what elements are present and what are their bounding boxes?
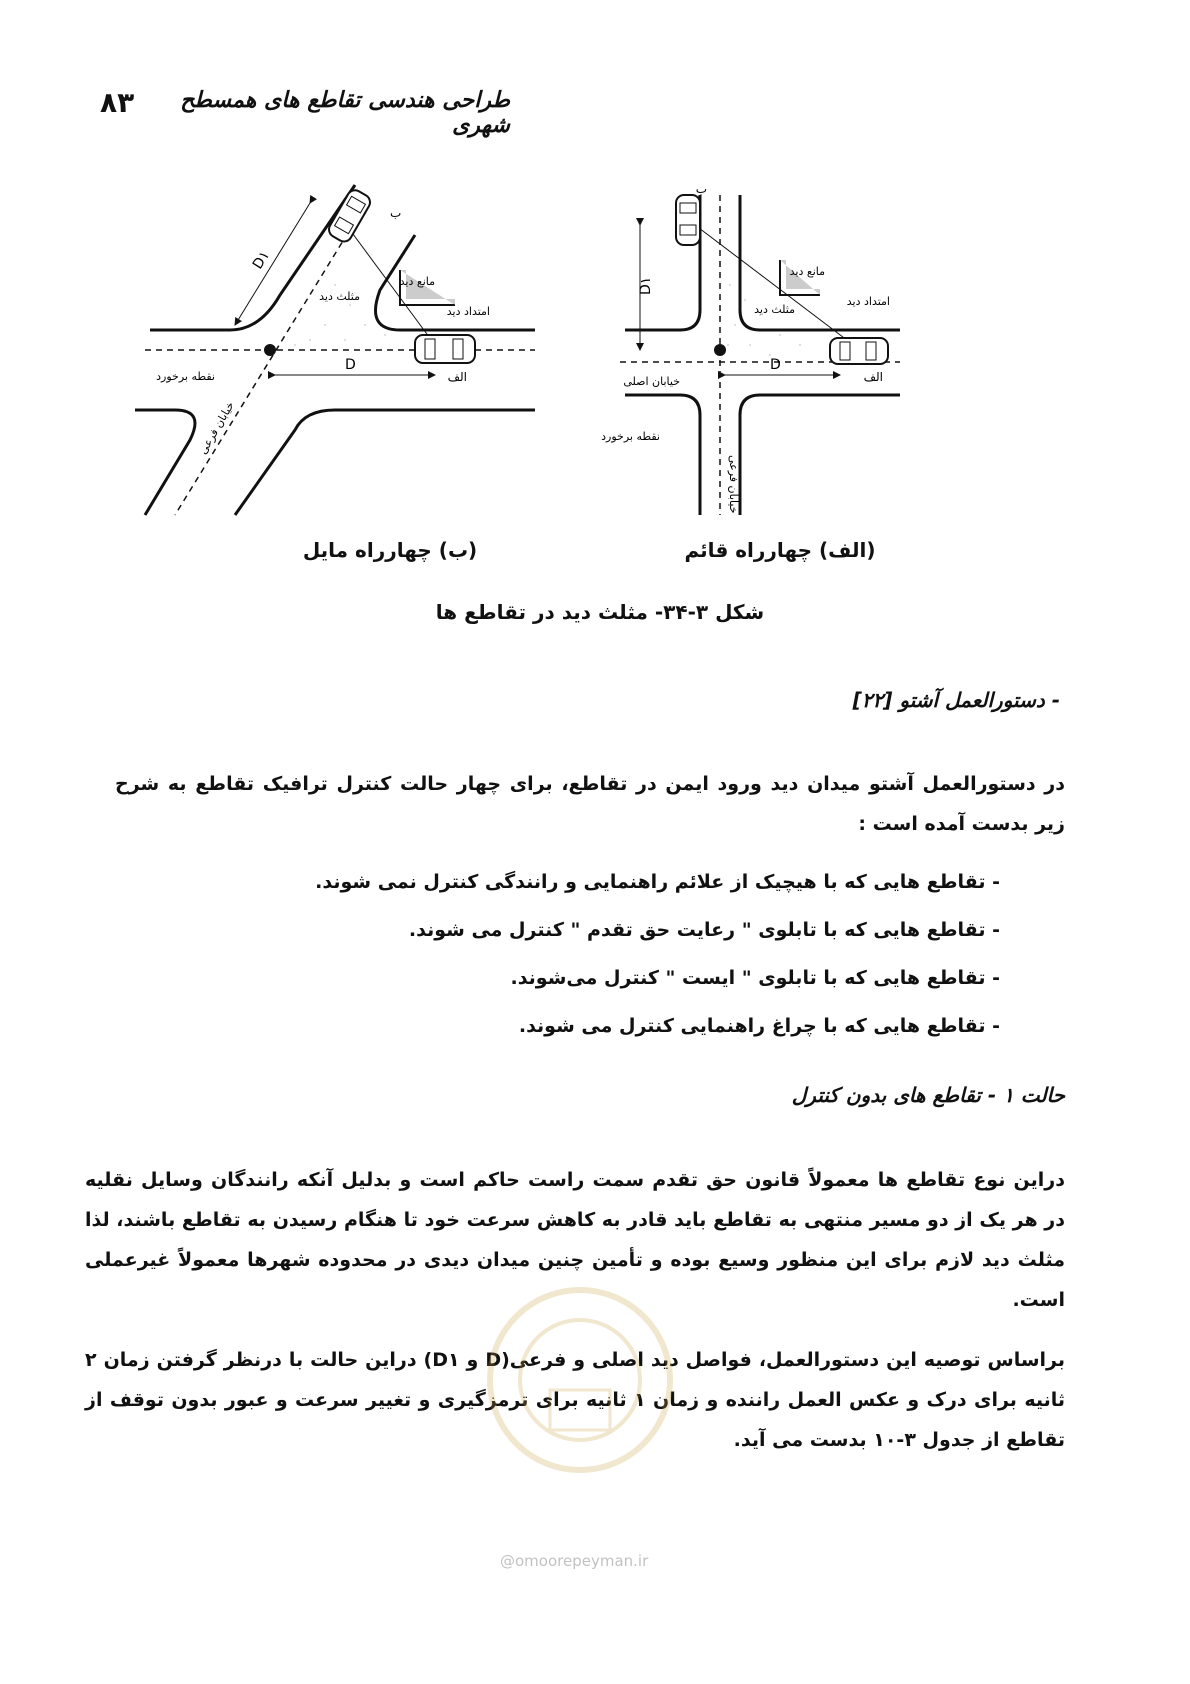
control-types-list — [200, 858, 1000, 1050]
obstacle-label: مانع دید — [399, 275, 435, 288]
label-alef: الف — [447, 370, 467, 384]
skewed-intersection-diagram — [135, 185, 555, 545]
side-street-label: خیابان فرعی — [727, 455, 740, 514]
right-diagram-caption: (الف) چهارراه قائم — [684, 538, 876, 562]
sight-line-label: امتداد دید — [846, 295, 890, 308]
triangle-label: مثلث دید — [319, 290, 360, 303]
list-item: - تقاطع هایی که با تابلوی " ایست " کنترل می‌شوند. — [510, 967, 1000, 989]
conflict-point-label: نقطه برخورد — [601, 430, 660, 443]
right-angle-intersection-diagram — [601, 182, 990, 530]
case1-paragraph-1: دراین نوع تقاطع ها معمولاً قانون حق تقدم سمت راست حاکم است و بدلیل آنکه رانندگان وسایل نقلیه در هر یک از دو مسیر منتهی به تقاطع باید قادر به کاهش سرعت خود تا هنگام رسیدن به تقاطع باشند، لذا مثلث دید لازم برای این منظور وسیع بوده و تأمین چنین میدان دیدی در محدوده شهرها معمولاً غیرعملی است. — [85, 1169, 1065, 1311]
figure-caption: شکل ۳-۳۴- مثلث دید در تقاطع ها — [435, 600, 765, 624]
label-b: ب — [390, 206, 402, 220]
case1-paragraph-2: براساس توصیه این دستورالعمل، فواصل دید اصلی و فرعی(D و D۱) دراین حالت با درنظر گرفتن زمان ۲ ثانیه برای درک و عکس العمل راننده و زمان ۱ ثانیه برای ترمزگیری و تغییر سرعت و عبور بدون توقف از تقاطع از جدول ۳-۱۰ بدست می آید. — [85, 1349, 1065, 1451]
list-item: - تقاطع هایی که با هیچیک از علائم راهنمایی و رانندگی کنترل نمی شوند. — [315, 871, 1000, 893]
conflict-point-dot — [264, 344, 276, 356]
conflict-point-dot — [714, 344, 726, 356]
conflict-point-label: نقطه برخورد — [156, 370, 215, 383]
car-alef-icon — [415, 335, 475, 363]
section-heading-case1: حالت ۱ - تقاطع های بدون کنترل — [791, 1083, 1065, 1107]
watermark-text: @omoorepeyman.ir — [500, 1552, 649, 1570]
label-b: ب — [695, 182, 707, 196]
d-label: D — [345, 357, 356, 373]
sight-line-label: امتداد دید — [446, 305, 490, 318]
triangle-label: مثلث دید — [754, 303, 795, 316]
list-item: - تقاطع هایی که با چراغ راهنمایی کنترل می شوند. — [518, 1015, 1000, 1037]
d-label: D — [770, 357, 781, 373]
label-alef: الف — [863, 370, 883, 384]
d1-label: D۱ — [638, 276, 654, 295]
running-title: طراحی هندسی تقاطع های همسطح شهری — [180, 88, 510, 138]
page-number: ۸۳ — [100, 86, 135, 119]
main-street-label: خیابان اصلی — [623, 375, 680, 388]
list-item: - تقاطع هایی که با تابلوی " رعایت حق تقدم " کنترل می شوند. — [408, 919, 1000, 941]
section-heading-aashto: - دستورالعمل آشتو [۲۲] — [852, 688, 1060, 712]
obstacle-label: مانع دید — [789, 265, 825, 278]
side-street-label: خیابان فرعی — [196, 399, 237, 457]
d1-label: D۱ — [249, 248, 274, 273]
car-b-icon — [676, 195, 700, 245]
aashto-intro: در دستورالعمل آشتو میدان دید ورود ایمن در تقاطع، برای چهار حالت کنترل ترافیک تقاطع به شرح زیر بدست آمده است : — [115, 773, 1065, 835]
left-diagram-caption: (ب) چهارراه مایل — [302, 538, 478, 562]
car-alef-icon — [830, 338, 888, 364]
watermark-seal-icon — [480, 1280, 680, 1480]
